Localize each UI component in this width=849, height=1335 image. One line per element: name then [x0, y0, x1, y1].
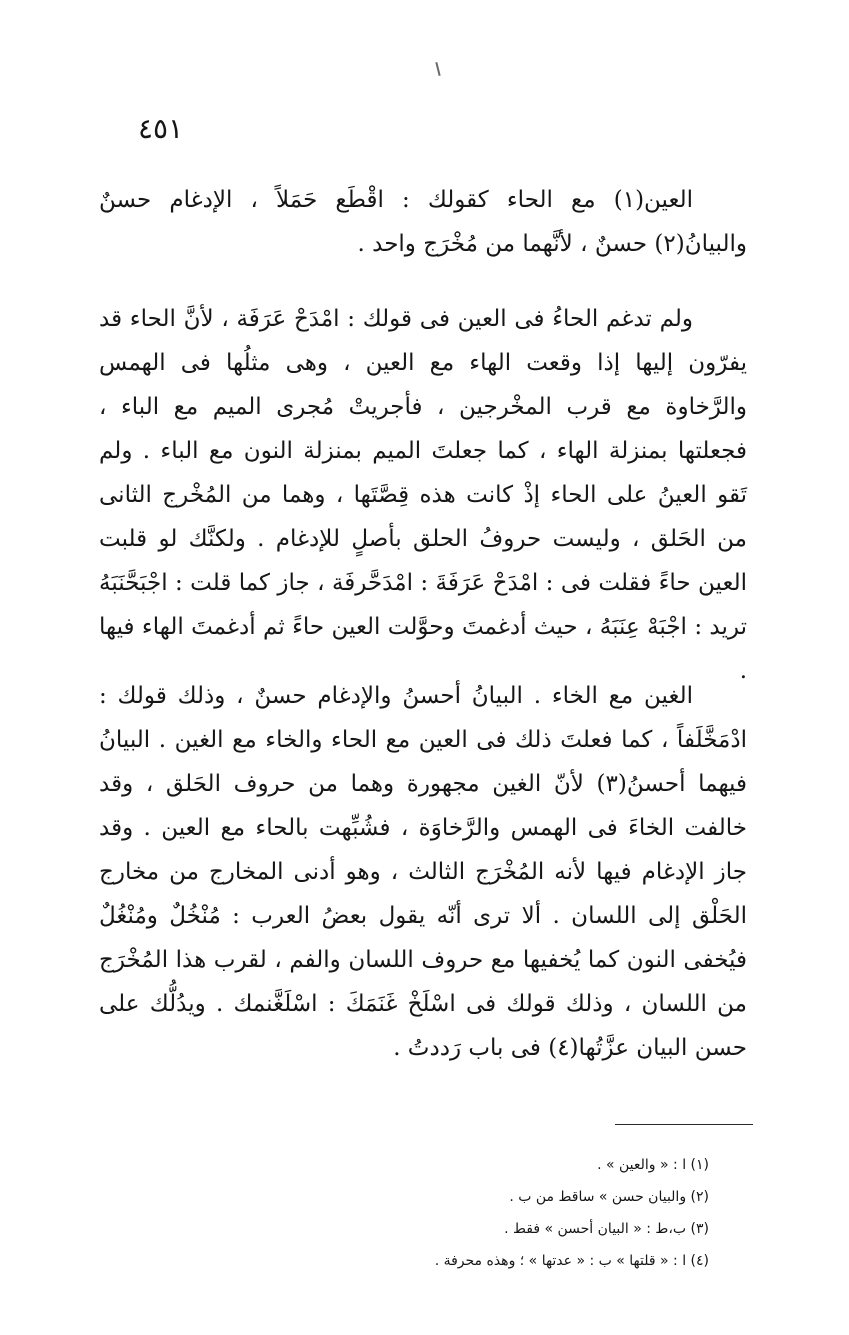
paragraph-3 — [99, 674, 747, 1070]
paragraph-text: ولم تدغم الحاءُ فى العين فى قولك : امْدَحْ عَرَفَة ، لأنَّ الحاء قد يفرّون إليها إذا وقعت الهاء مع العين ، وهى مثلُها فى الهمس والرَّخاوة مع قرب المخْرجين ، فأجريتْ مُجرى الميم مع الباء ، فجعلتها بمنزلة الهاء ، كما جعلتَ الميم بمنزلة النون مع الباء . ولم تَقو العينُ على الحاء إذْ كانت هذه قِصَّتَها ، وهما من المُخْرج الثانى من الحَلق ، وليست حروفُ الحلق بأصلٍ للإدغام . ولكنَّك لو قلبت العين حاءً فقلت فى : امْدَحْ عَرَفَةَ : امْدَحَّرفَة ، جاز كما قلت : اجْبَحَّنَبَهُ تريد : اجْبَهْ عِنَبَهُ ، حيث أدغمتَ وحوَّلت العين حاءً ثم أدغمتَ الهاء فيها . — [99, 306, 747, 684]
paragraph-1 — [99, 178, 747, 266]
paragraph-text: العين(١) مع الحاء كقولك : اقْطَع حَمَلاً ، الإدغام حسنٌ والبيانُ(٢) حسنٌ ، لأنَّهما من مُخْرَج واحد . — [99, 187, 747, 257]
footnote-4: (٤) ا : « قلتها » ب : « عدتها » ؛ وهذه محرفة . — [434, 1253, 709, 1269]
footnote-divider — [615, 1124, 753, 1125]
paragraph-text: الغين مع الخاء . البيانُ أحسنُ والإدغام حسنٌ ، وذلك قولك : ادْمَخَّلَفاً ، كما فعلتَ ذلك فى العين مع الحاء والخاء مع الغين . البيانُ فيهما أحسنُ(٣) لأنّ الغين مجهورة وهما من حروف الحَلق ، وقد خالفت الخاءَ فى الهمس والرَّخاوَة ، فشُبِّهت بالحاء مع العين . وقد جاز الإدغام فيها لأنه المُخْرَج الثالث ، وهو أدنى المخارج من مخارج الحَلْق إلى اللسان . ألا ترى أنّه يقول بعضُ العرب : مُنْخُلٌ ومُنْغُلٌ فيُخفى النون كما يُخفيها مع حروف اللسان والفم ، لقرب هذا المُخْرَج من اللسان ، وذلك قولك فى اسْلَخْ غَنَمَكَ : اسْلَغَّنمك . ويدُلُّك على حسن البيان عزَّتُها(٤) فى باب رَددتُ . — [99, 683, 747, 1061]
page-number: ٤٥١ — [138, 112, 184, 145]
scan-mark — [435, 62, 440, 76]
footnote-3: (٣) ب،ط : « البيان أحسن » فقط . — [504, 1221, 709, 1237]
footnote-2: (٢) والبيان حسن » ساقط من ب . — [509, 1189, 709, 1205]
footnote-1: (١) ا : « والعين » . — [597, 1157, 709, 1173]
paragraph-2 — [99, 297, 747, 693]
footnotes — [149, 1149, 709, 1277]
